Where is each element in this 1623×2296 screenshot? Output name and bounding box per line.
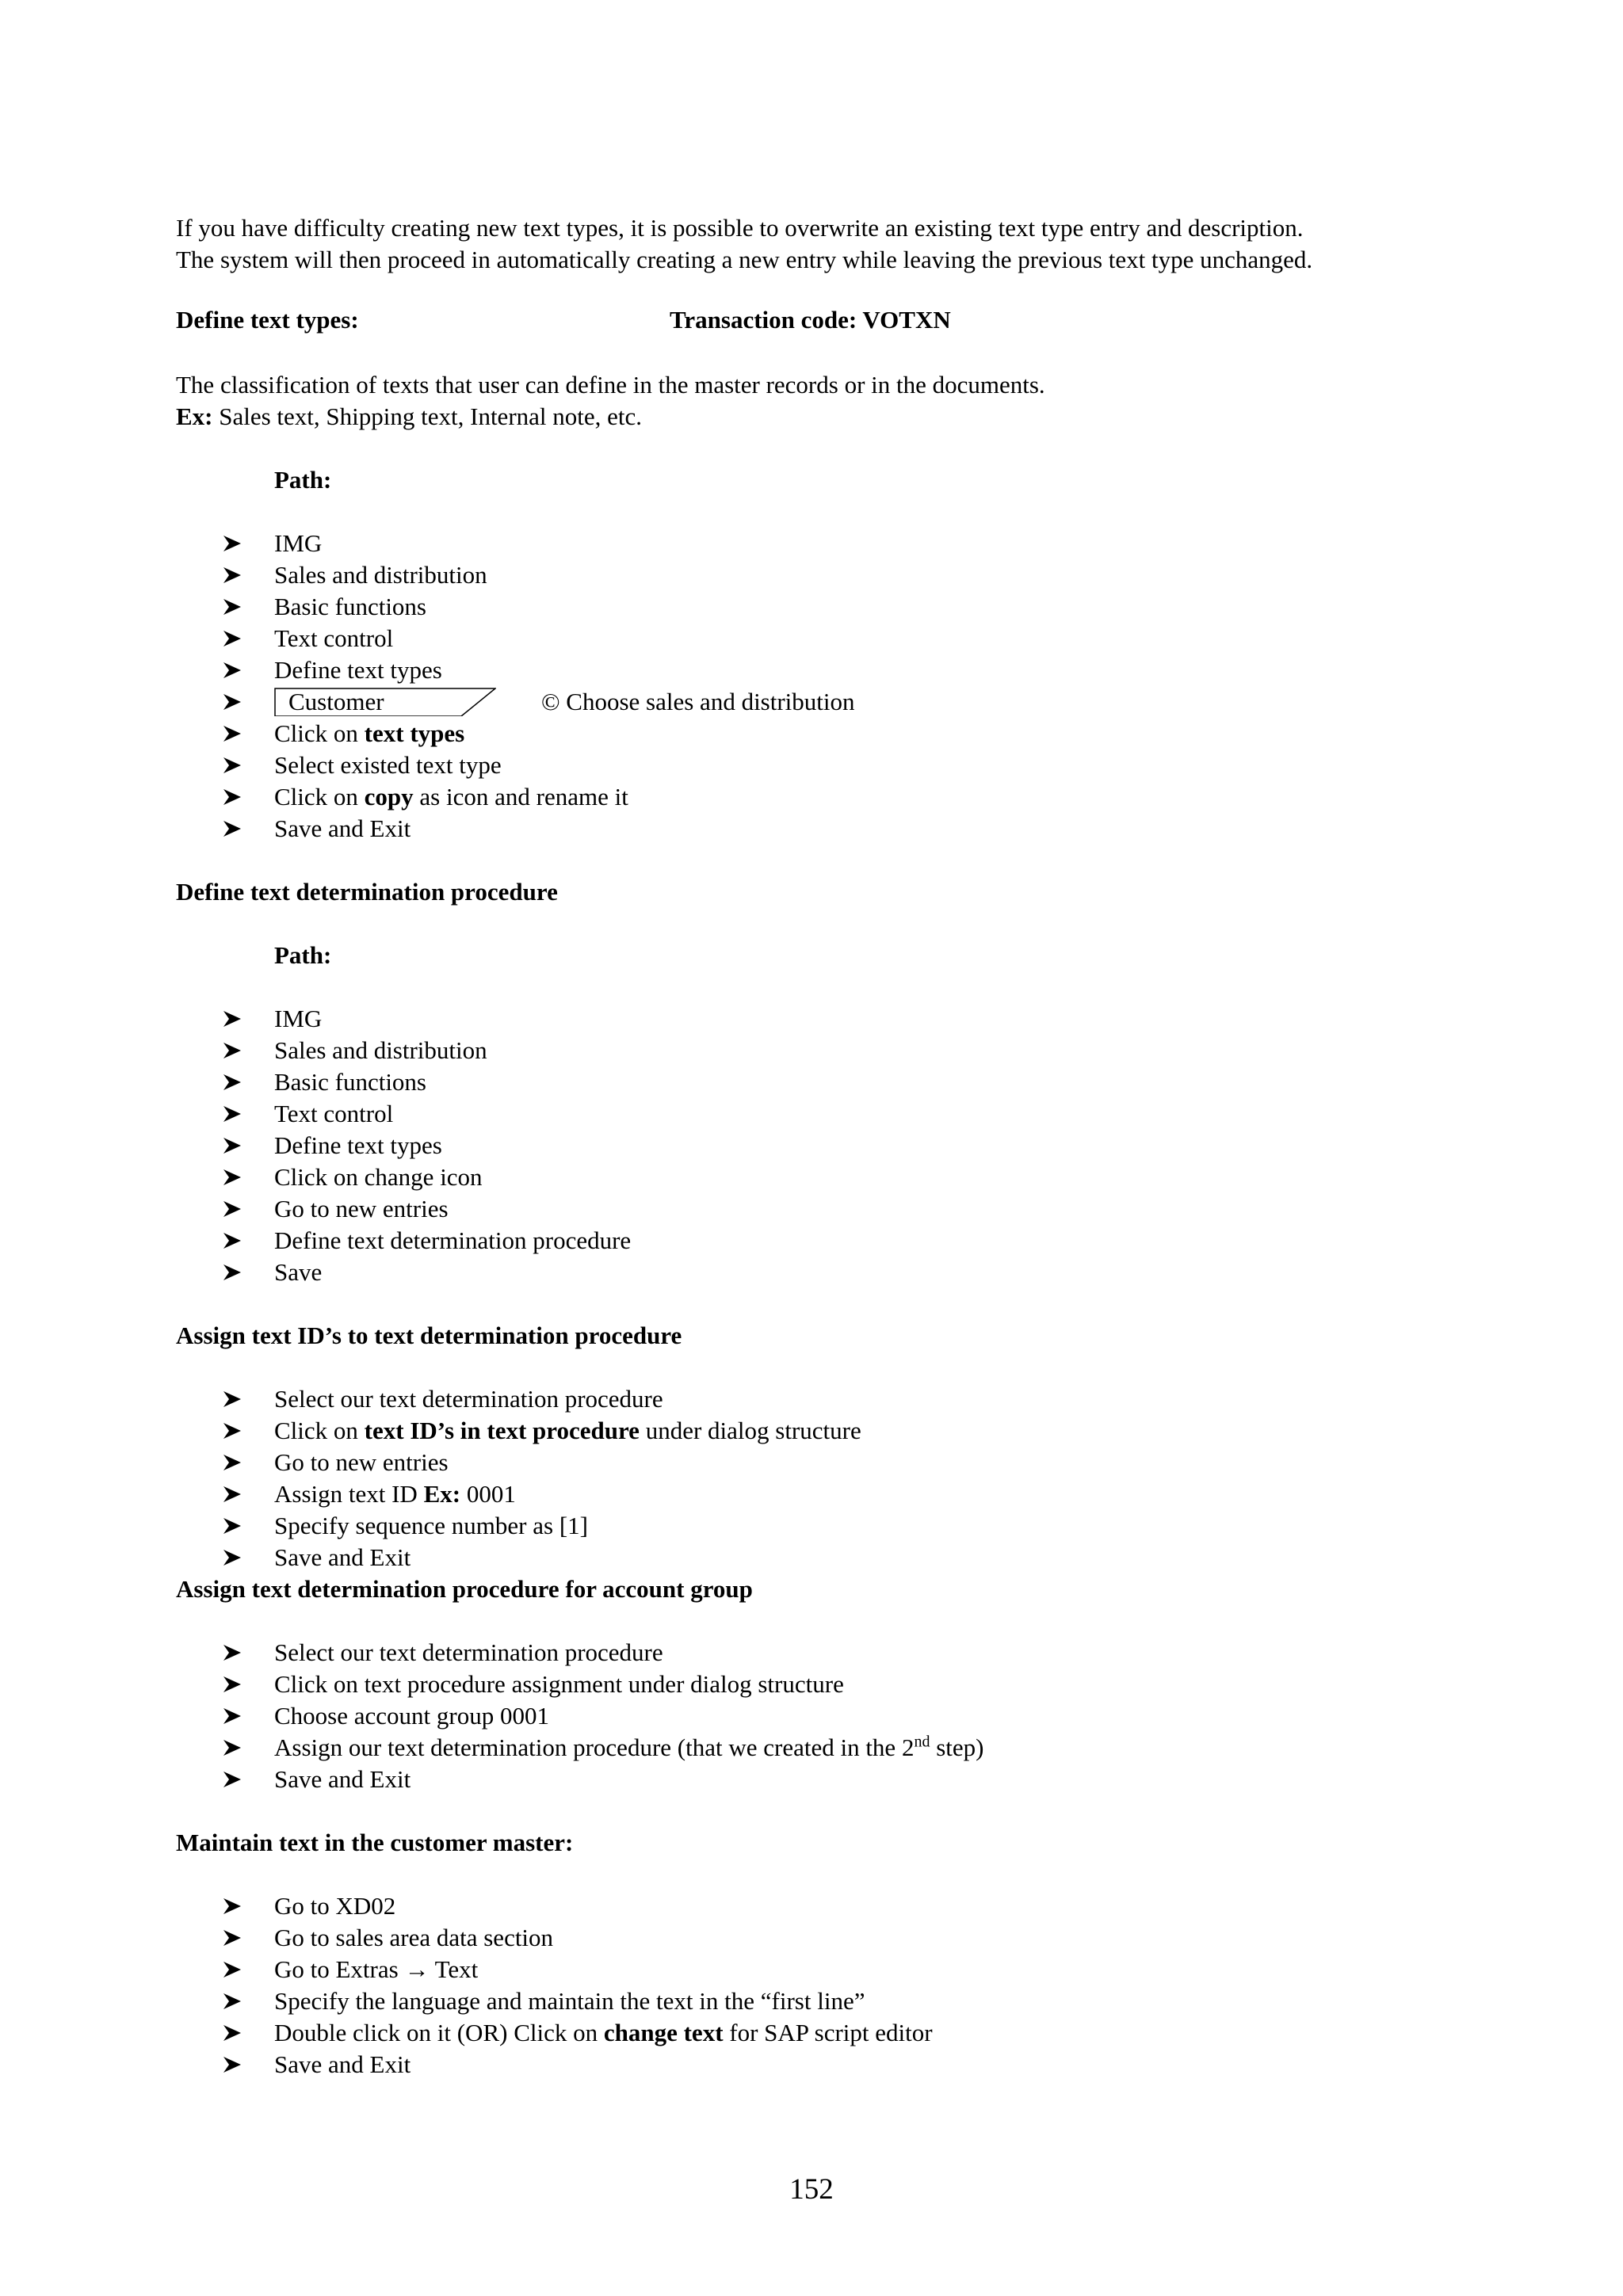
arrow-bullet-icon	[223, 2049, 247, 2073]
arrow-bullet-icon	[223, 1510, 247, 1534]
arrow-bullet-icon	[223, 1954, 247, 1978]
maintain-text-heading: Maintain text in the customer master:	[176, 1829, 574, 1856]
path-label: Path:	[274, 466, 332, 494]
arrow-bullet-icon	[223, 1415, 247, 1439]
page-number: 152	[789, 2173, 834, 2206]
arrow-bullet-icon	[223, 591, 247, 615]
arrow-bullet-icon	[223, 1161, 247, 1185]
assign-procedure-account-group-heading: Assign text determination procedure for account group	[176, 1575, 753, 1603]
customer-tab-shape	[274, 688, 496, 716]
arrow-bullet-icon	[223, 1257, 247, 1280]
arrow-bullet-icon	[223, 1700, 247, 1724]
intro-paragraph	[176, 212, 1312, 276]
arrow-bullet-icon	[223, 1193, 247, 1217]
arrow-bullet-icon	[223, 1890, 247, 1914]
arrow-bullet-icon	[223, 1066, 247, 1090]
define-text-types-heading: Define text types:	[176, 306, 359, 334]
customer-label: Customer	[288, 688, 384, 715]
arrow-bullet-icon	[223, 1447, 247, 1470]
arrow-bullet-icon	[223, 718, 247, 742]
intro-line-2: The system will then proceed in automatically creating a new entry while leaving the previous text type unchanged.	[176, 246, 1313, 273]
arrow-bullet-icon	[223, 654, 247, 678]
example-line	[176, 401, 642, 433]
arrow-bullet-icon	[223, 1922, 247, 1946]
transaction-code: Transaction code: VOTXN	[670, 306, 951, 334]
arrow-bullet-icon	[223, 1669, 247, 1692]
customer-note: © Choose sales and distribution	[541, 688, 855, 715]
arrow-bullet-icon	[223, 559, 247, 583]
classification-description: The classification of texts that user can define in the master records or in the documents.	[176, 371, 1045, 399]
arrow-bullet-icon	[223, 1637, 247, 1661]
arrow-bullet-icon	[223, 1383, 247, 1407]
arrow-bullet-icon	[223, 1035, 247, 1058]
arrow-bullet-icon	[223, 1130, 247, 1154]
arrow-bullet-icon	[223, 686, 247, 710]
arrow-bullet-icon	[223, 623, 247, 646]
arrow-bullet-icon	[223, 781, 247, 805]
intro-line-1: If you have difficulty creating new text types, it is possible to overwrite an existing text type entry and description.	[176, 214, 1304, 242]
arrow-bullet-icon	[223, 1542, 247, 1566]
arrow-bullet-icon	[223, 813, 247, 837]
arrow-bullet-icon	[223, 1225, 247, 1249]
assign-text-ids-heading: Assign text ID’s to text determination procedure	[176, 1322, 682, 1349]
arrow-bullet-icon	[223, 1478, 247, 1502]
arrow-bullet-icon	[223, 749, 247, 773]
arrow-bullet-icon	[223, 528, 247, 551]
example-label: Ex:	[176, 402, 213, 430]
define-procedure-heading: Define text determination procedure	[176, 878, 558, 906]
arrow-bullet-icon	[223, 1003, 247, 1027]
arrow-bullet-icon	[223, 1764, 247, 1787]
path-label: Path:	[274, 941, 332, 969]
example-text: Sales text, Shipping text, Internal note, etc.	[212, 402, 643, 430]
arrow-bullet-icon	[223, 1732, 247, 1756]
arrow-bullet-icon	[223, 2017, 247, 2041]
arrow-bullet-icon	[223, 1985, 247, 2009]
arrow-bullet-icon	[223, 1098, 247, 1122]
